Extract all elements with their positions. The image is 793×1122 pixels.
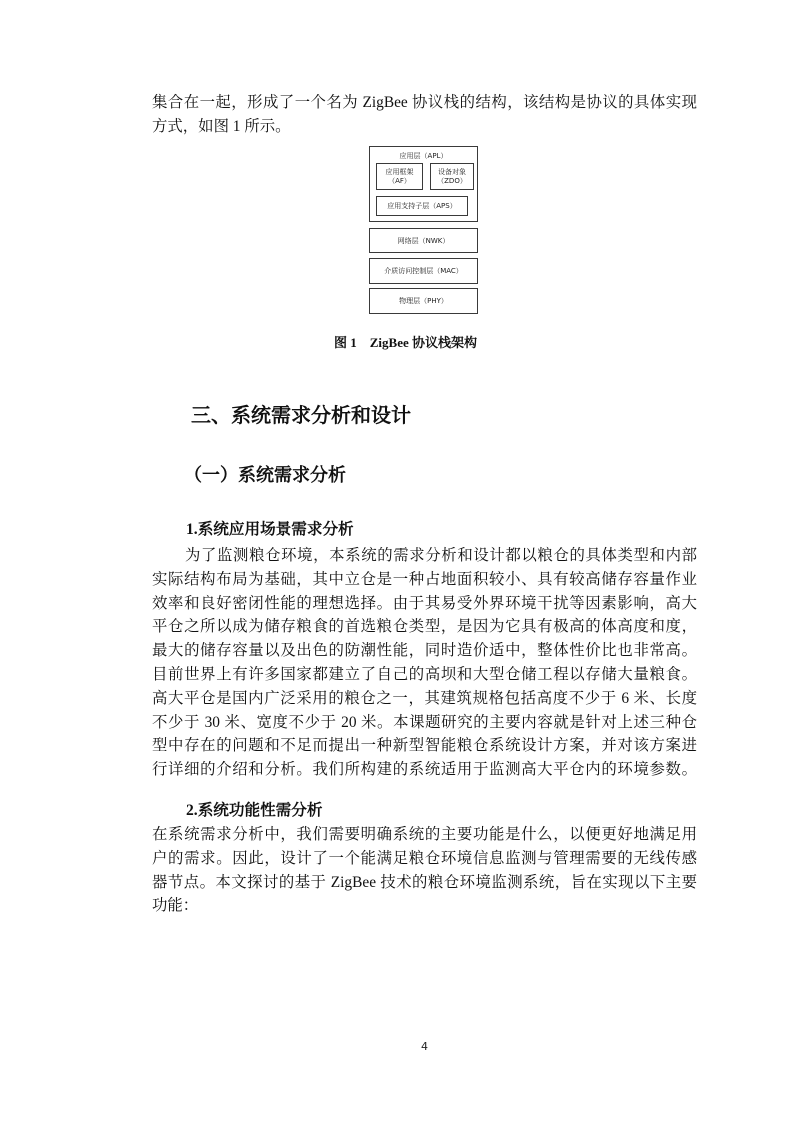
zigbee-stack-figure xyxy=(369,146,479,316)
phy-layer-box xyxy=(369,288,478,314)
phy-layer-label: 物理层（PHY） xyxy=(399,297,448,305)
paragraph-line: 目前世界上有许多国家都建立了自己的高坝和大型仓储工程以存储大量粮食。 xyxy=(152,665,697,683)
apl-layer-box xyxy=(369,146,478,222)
scenario-heading: 1.系统应用场景需求分析 xyxy=(186,521,354,538)
paragraph-line: 在系统需求分析中，我们需要明确系统的主要功能是什么，以便更好地满足用 xyxy=(152,826,697,843)
zdo-box xyxy=(430,163,474,190)
zdo-code: （ZDO） xyxy=(437,176,467,185)
af-name: 应用框架 xyxy=(385,167,414,176)
paragraph-line: 器节点。本文探讨的基于 ZigBee 技术的粮仓环境监测系统，旨在实现以下主要 xyxy=(152,873,697,891)
functional-heading: 2.系统功能性需分析 xyxy=(186,802,323,819)
functional-paragraph xyxy=(152,823,697,918)
page-number: 4 xyxy=(421,1040,428,1053)
paragraph-line: 为了监测粮仓环境，本系统的需求分析和设计都以粮仓的具体类型和内部 xyxy=(185,547,697,564)
paragraph-line: 户的需求。因此，设计了一个能满足粮仓环境信息监测与管理需要的无线传感 xyxy=(152,849,697,867)
zdo-name: 设备对象 xyxy=(438,167,466,176)
paragraph-line: 集合在一起，形成了一个名为 ZigBee 协议栈的结构，该结构是协议的具体实现 xyxy=(152,94,697,111)
paragraph-line: 平仓之所以成为储存粮食的首选粮仓类型，是因为它具有极高的体高度和度， xyxy=(152,618,697,636)
mac-layer-box xyxy=(369,258,478,284)
scenario-paragraph xyxy=(152,544,697,782)
aps-label: 应用支持子层（APS） xyxy=(387,202,457,210)
paragraph-line: 型中存在的问题和不足而提出一种新型智能粮仓系统设计方案，并对该方案进 xyxy=(152,737,697,755)
aps-box xyxy=(376,196,468,216)
figure-caption xyxy=(334,334,477,352)
figure-caption-label: 图 1 xyxy=(334,335,357,350)
paragraph-line: 方式，如图 1 所示。 xyxy=(152,118,291,135)
af-box xyxy=(376,163,423,190)
af-code: （AF） xyxy=(388,176,411,185)
mac-layer-label: 介质访问控制层（MAC） xyxy=(384,267,463,275)
paragraph-line: 行详细的介绍和分析。我们所构建的系统适用于监测高大平仓内的环境参数。 xyxy=(152,761,697,779)
nwk-layer-box xyxy=(369,228,478,253)
paragraph-line: 实际结构布局为基础，其中立仓是一种占地面积较小、具有较高储存容量作业 xyxy=(152,570,697,588)
apl-layer-label: 应用层（APL） xyxy=(399,152,448,160)
paragraph-line: 最大的储存容量以及出色的防潮性能，同时造价适中，整体性价比也非常高。 xyxy=(152,642,697,660)
paragraph-line: 效率和良好密闭性能的理想选择。由于其易受外界环境干扰等因素影响，高大 xyxy=(152,594,697,612)
paragraph-line: 不少于 30 米、宽度不少于 20 米。本课题研究的主要内容就是针对上述三种仓 xyxy=(152,713,697,731)
nwk-layer-label: 网络层（NWK） xyxy=(397,236,450,245)
intro-paragraph xyxy=(152,91,697,139)
paragraph-line: 功能： xyxy=(152,897,199,915)
subsection-heading: （一）系统需求分析 xyxy=(184,465,346,486)
paragraph-line: 高大平仓是国内广泛采用的粮仓之一，其建筑规格包括高度不少于 6 米、长度 xyxy=(152,689,697,707)
section-heading: 三、系统需求分析和设计 xyxy=(191,403,411,427)
figure-caption-text: ZigBee 协议栈架构 xyxy=(369,335,478,350)
